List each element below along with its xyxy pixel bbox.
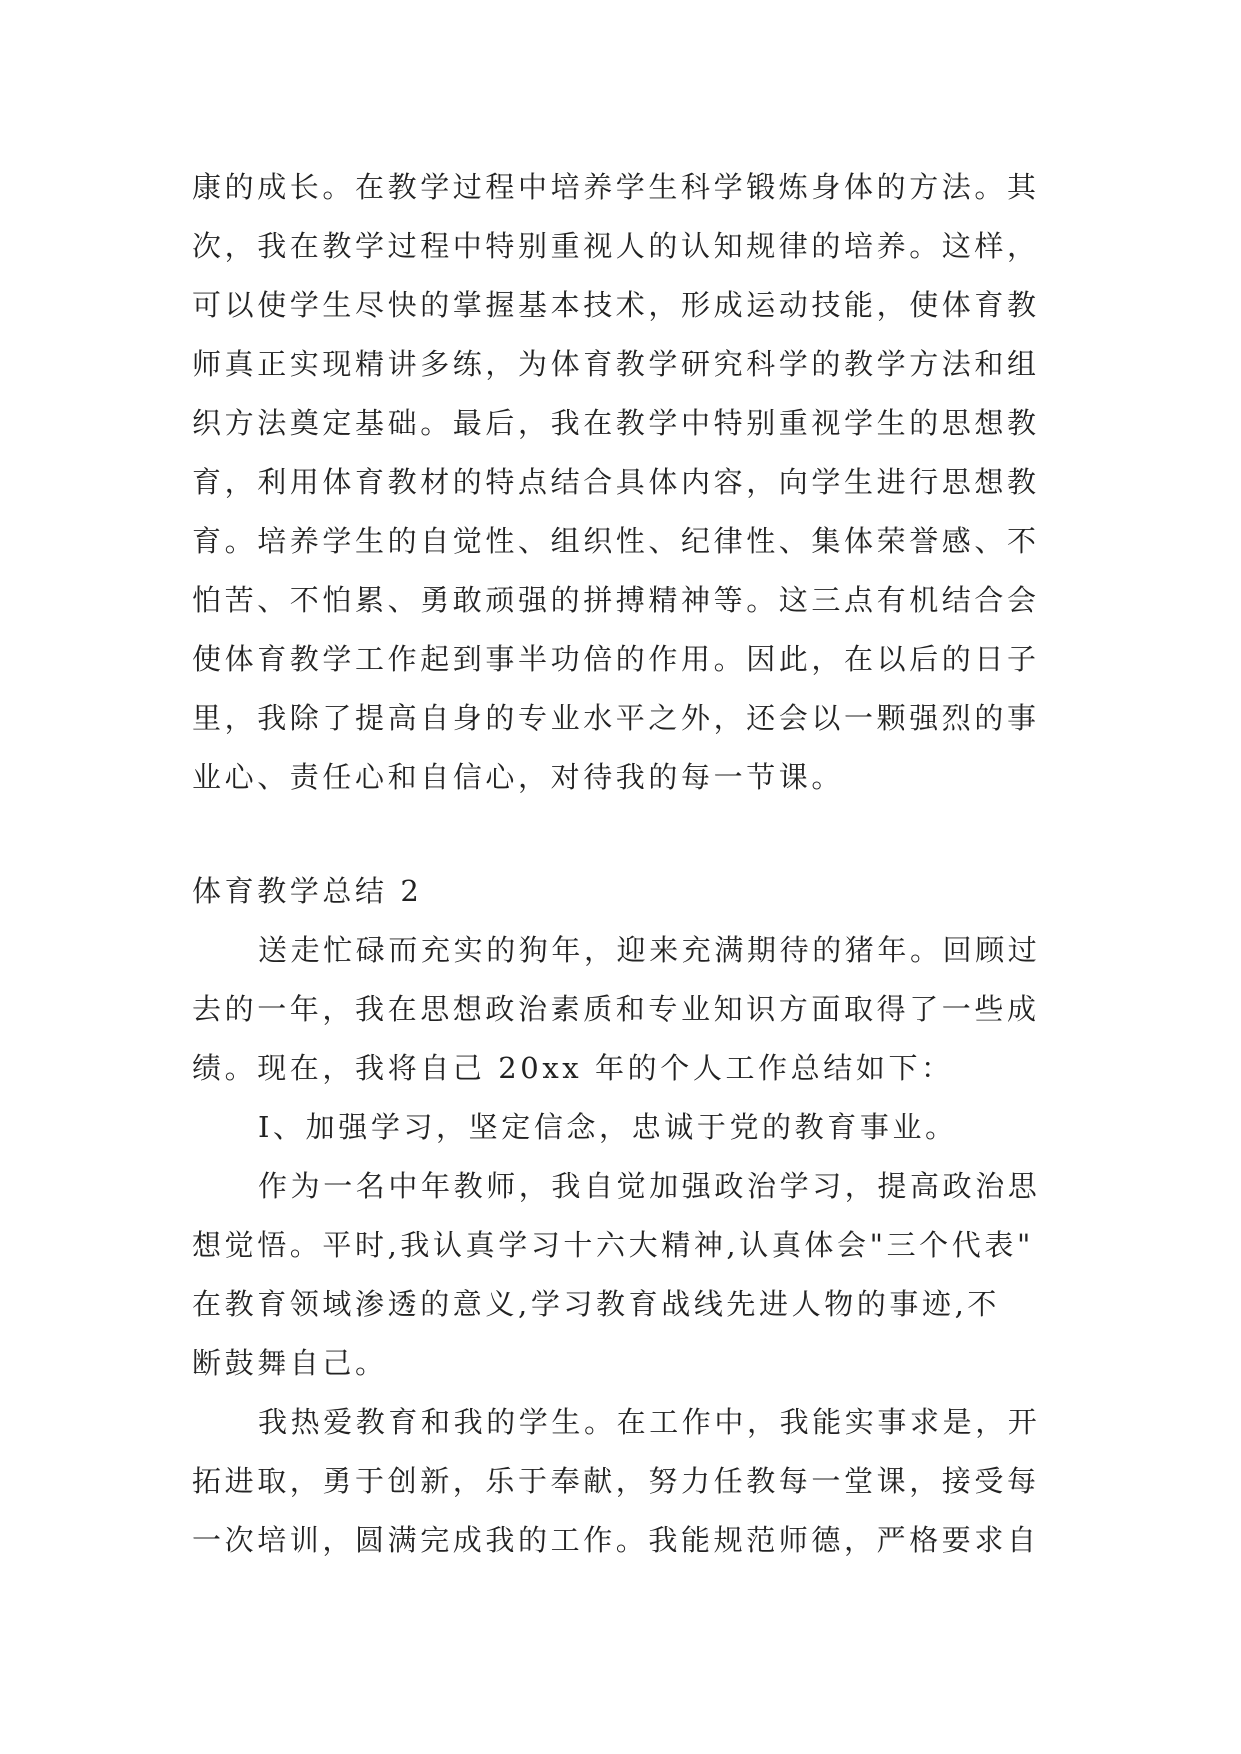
- text-line: I、加强学习，坚定信念，忠诚于党的教育事业。: [258, 1110, 958, 1144]
- text-line: 次，我在教学过程中特别重视人的认知规律的培养。这样，: [192, 229, 1040, 263]
- text-line: 织方法奠定基础。最后，我在教学中特别重视学生的思想教: [192, 406, 1040, 440]
- text-line: 拓进取，勇于创新，乐于奉献，努力任教每一堂课，接受每: [192, 1464, 1040, 1498]
- text-line: 师真正实现精讲多练，为体育教学研究科学的教学方法和组: [192, 347, 1040, 381]
- text-line: 可以使学生尽快的掌握基本技术，形成运动技能，使体育教: [192, 288, 1040, 322]
- continuation-paragraph: [192, 158, 1092, 807]
- text-line: 我热爱教育和我的学生。在工作中，我能实事求是，开: [258, 1405, 1041, 1439]
- text-line: 育。培养学生的自觉性、组织性、纪律性、集体荣誉感、不: [192, 524, 1040, 558]
- text-line: 一次培训，圆满完成我的工作。我能规范师德，严格要求自: [192, 1523, 1040, 1557]
- text-line: 作为一名中年教师，我自觉加强政治学习，提高政治思: [258, 1169, 1041, 1203]
- section-heading: 体育教学总结 2: [192, 874, 423, 908]
- text-line: 里，我除了提高自身的专业水平之外，还会以一颗强烈的事: [192, 701, 1040, 735]
- text-line: 想觉悟。平时,我认真学习十六大精神,认真体会"三个代表": [192, 1228, 1034, 1262]
- text-line: 业心、责任心和自信心，对待我的每一节课。: [192, 760, 845, 794]
- text-line: 在教育领域渗透的意义,学习教育战线先进人物的事迹,不: [192, 1287, 1001, 1321]
- text-line: 去的一年，我在思想政治素质和专业知识方面取得了一些成: [192, 992, 1040, 1026]
- text-line: 育，利用体育教材的特点结合具体内容，向学生进行思想教: [192, 465, 1040, 499]
- text-line: 使体育教学工作起到事半功倍的作用。因此，在以后的日子: [192, 642, 1040, 676]
- text-line: 康的成长。在教学过程中培养学生科学锻炼身体的方法。其: [192, 170, 1040, 204]
- text-line: 绩。现在，我将自己 20xx 年的个人工作总结如下：: [192, 1051, 954, 1085]
- text-line: 断鼓舞自己。: [192, 1346, 388, 1380]
- text-line: 送走忙碌而充实的狗年，迎来充满期待的猪年。回顾过: [258, 933, 1041, 967]
- section-body: [192, 921, 1092, 1570]
- text-line: 怕苦、不怕累、勇敢顽强的拼搏精神等。这三点有机结合会: [192, 583, 1040, 617]
